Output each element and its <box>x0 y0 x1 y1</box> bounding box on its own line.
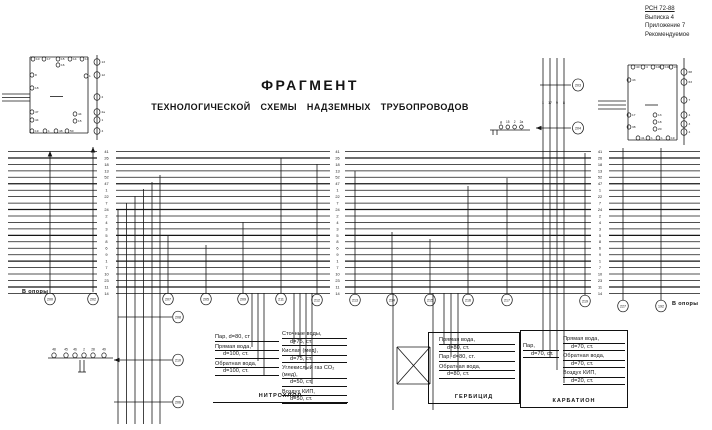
plant-box-gerbicid <box>428 332 520 404</box>
plant-name: КАРБАТИОН <box>552 398 596 404</box>
pipe-number: 7 <box>336 265 339 270</box>
pipe-number: 3 <box>336 226 339 232</box>
pipe-number: 11 <box>335 284 340 290</box>
block-port-label: 38 <box>632 125 636 130</box>
block-port-label: 20 <box>658 127 662 132</box>
gerbicid-entries <box>439 337 515 381</box>
pipe-entry-dim: d=80, ст. <box>439 345 515 353</box>
pipe-number: 52 <box>597 174 603 180</box>
block-port-circle <box>73 119 77 123</box>
pipe-number: 26 <box>335 155 340 161</box>
plant-box-karbation <box>520 330 628 408</box>
support-tag-number: 192 <box>658 304 664 309</box>
annotation-circle <box>520 125 524 129</box>
pipe-entry-dim: d=80, ст. <box>439 371 515 379</box>
arrowhead <box>114 358 120 363</box>
pipe-number: 47 <box>335 181 340 187</box>
block-port-label: 16 <box>61 63 65 68</box>
pipe-entry-name: Углекислый газ CO₂ (мед), <box>282 365 347 379</box>
block-port-label: 14 <box>73 57 77 62</box>
block-port-label: 13 <box>658 113 662 118</box>
block-port-circle <box>30 86 34 90</box>
pipe-entry-dim: d=100, ст. <box>215 351 279 359</box>
block-port-label: 7 <box>688 98 691 103</box>
pipe-number: 7 <box>105 200 108 206</box>
pipe-number: 8 <box>336 239 339 245</box>
support-tag-number: 214 <box>389 298 395 303</box>
pipe-entry-dim: d=70, ст. <box>523 351 559 359</box>
block-port-label: 1 <box>661 136 663 141</box>
pipe-entry-dim: d=100, ст. <box>215 368 279 376</box>
manifold-valve-circle <box>82 353 86 358</box>
block-port-label: 15 <box>61 57 65 62</box>
pipe-number: 23 <box>335 277 340 283</box>
annotation-circle <box>506 125 510 129</box>
pipe-number: 2 <box>336 213 339 219</box>
block-port-circle <box>666 136 670 140</box>
block-port-circle <box>636 136 640 140</box>
pipe-number: 7 <box>105 265 108 270</box>
pipe-number: 47 <box>104 181 109 187</box>
pipe-number: 22 <box>104 194 109 200</box>
pipe-entry <box>563 353 625 368</box>
support-tag-number: 217 <box>504 298 510 303</box>
block-port-label: 8 <box>35 73 37 78</box>
block-port-label: 40 <box>636 65 640 70</box>
supports-label-right: В опоры <box>672 301 699 307</box>
pipe-number: 4 <box>336 219 339 225</box>
pipe-number: 10 <box>597 271 603 277</box>
block-port-label: 13 <box>101 60 105 65</box>
pipe-tick-label: 17 <box>548 101 552 105</box>
pipe-entry <box>215 361 279 376</box>
pipe-entry <box>215 344 279 359</box>
pipe-entry-dim: d=75, ст. <box>282 356 347 364</box>
block-port-label: 18 <box>35 86 39 91</box>
manifold-valve-label: 2 <box>83 347 85 352</box>
block-port-circle <box>65 129 69 133</box>
block-port-label: 1 <box>651 136 653 141</box>
pipe-number: 3 <box>105 226 108 232</box>
support-tag-number: 209 <box>240 297 246 302</box>
pipe-entry-name: Прямая вода, <box>563 336 625 344</box>
pipe-entry-name: Пар, d=80, ст. <box>439 354 515 362</box>
block-port-label: 41 <box>641 136 645 141</box>
block-port-circle <box>653 127 657 131</box>
block-port-circle <box>30 110 34 114</box>
karbation-left-entries <box>523 343 559 360</box>
pipe-number: 41 <box>104 148 109 154</box>
manifold-valve-label: 49 <box>102 347 106 352</box>
block-port-label: 4 <box>688 130 691 135</box>
block-port-label: 44 <box>35 118 39 123</box>
supports-label-left: В опоры <box>22 289 49 295</box>
block-port-circle <box>42 57 46 61</box>
page-title: ФРАГМЕНТ <box>261 77 359 93</box>
pipe-number: 41 <box>597 148 603 154</box>
support-tag-number: 213 <box>352 298 358 303</box>
support-tag-number: 227 <box>620 304 626 309</box>
block-port-label: 2 <box>101 95 104 100</box>
block-port-label: 47 <box>35 110 39 115</box>
block-port-circle <box>54 129 58 133</box>
pipe-entry <box>523 343 559 358</box>
pipe-number: 6 <box>598 245 602 251</box>
arrowhead <box>91 147 96 153</box>
pipe-number: 18 <box>335 161 340 167</box>
karbation-right-entries <box>563 336 625 387</box>
pipe-number: 8 <box>598 239 602 245</box>
pipe-number: 1 <box>105 258 108 264</box>
pipe-entry-name: Кислая (мед), <box>282 348 347 356</box>
support-tag-number: 200 <box>47 297 53 302</box>
support-tag-number: 215 <box>427 298 433 303</box>
pipe-tick-label: 8 <box>563 101 565 105</box>
pipe-entry-name: Сточные воды, <box>282 331 347 339</box>
pipe-number: 2 <box>105 213 108 219</box>
pipe-number: 8 <box>105 239 108 245</box>
pipe-number: 6 <box>105 245 108 251</box>
pipe-entry-dim: d=20, ст. <box>563 378 625 386</box>
block-port-circle <box>80 57 84 61</box>
pipe-number: 5 <box>598 232 602 238</box>
manifold-valve-circle <box>102 353 106 358</box>
block-port-label: 15 <box>78 119 82 124</box>
doc-reference <box>645 5 689 39</box>
pipe-entry-dim: d=70, ст. <box>563 344 625 352</box>
block-port-circle <box>84 74 88 78</box>
block-port-label: 4 <box>101 129 104 134</box>
plant-box-nitrochlor <box>213 330 348 403</box>
annotation-circle <box>499 125 503 129</box>
manifold-valve-label: 28 <box>91 347 95 352</box>
pipe-number: 10 <box>104 271 109 277</box>
block-port-circle <box>56 57 60 61</box>
pipe-number: 7 <box>336 200 339 206</box>
block-port-label: 103 <box>665 65 671 70</box>
manifold-valve-circle <box>52 353 56 358</box>
pipe-entry <box>215 334 279 342</box>
block-port-circle <box>56 63 60 67</box>
pipe-entry <box>282 365 347 387</box>
pipe-number: 24 <box>104 206 109 212</box>
pipe-number: 1 <box>598 258 602 264</box>
pipe-number: 1 <box>105 187 108 193</box>
pipe-entry-dim: d=75, ст. <box>282 339 347 347</box>
pipe-number: 11 <box>597 284 603 290</box>
pipe-entry-name: Прямая вода, <box>215 344 279 352</box>
pipe-number: 13 <box>597 168 603 174</box>
block-port-label: 13 <box>85 57 89 62</box>
pipe-number: 5 <box>105 232 108 238</box>
side-tag-number: 210 <box>175 358 181 363</box>
block-port-circle <box>646 136 650 140</box>
doc-ref-line: Выписка 4 <box>645 14 675 21</box>
pipe-number: 18 <box>597 161 603 167</box>
manifold-valve-circle <box>91 353 95 358</box>
block-port-label: 17 <box>632 113 636 118</box>
plant-name: ГЕРБИЦИД <box>454 394 494 400</box>
pipe-number: 22 <box>597 194 603 200</box>
pipe-entry <box>563 336 625 351</box>
pipe-number: 47 <box>597 181 603 187</box>
doc-ref-line: РСН 72-88 <box>645 6 675 12</box>
pipe-number: 24 <box>335 206 340 212</box>
pipe-number: 41 <box>335 148 340 154</box>
block-port-circle <box>653 120 657 124</box>
pipe-number: 23 <box>597 277 603 283</box>
support-tag-number: 216 <box>465 298 471 303</box>
pipe-number: 14 <box>597 290 603 296</box>
pipe-number: 3 <box>598 226 602 232</box>
block-port-label: 43 <box>632 78 636 83</box>
side-tag-number: 208 <box>175 315 181 320</box>
manifold-valve-label: 46 <box>73 347 77 352</box>
pipe-entry <box>439 354 515 362</box>
block-port-label: 44 <box>78 112 82 117</box>
pipe-entry-name: Пар, <box>523 343 559 351</box>
annotation-label: 15 <box>506 120 510 124</box>
pipe-entry <box>439 364 515 379</box>
block-port-circle <box>641 65 645 69</box>
block-port-circle <box>68 57 72 61</box>
block-port-label: 10 <box>36 57 40 62</box>
pipe-number: 1 <box>336 258 339 264</box>
pipe-entry <box>282 348 347 363</box>
annotation-label: 2 <box>513 120 516 124</box>
manifold-valve-label: 48 <box>52 347 56 352</box>
pipe-tick-label: 9 <box>556 101 558 105</box>
block-port-circle <box>30 118 34 122</box>
pipe-number: 18 <box>104 161 109 167</box>
pipe-entry-name: Воздух КИП, <box>282 389 347 397</box>
pipe-number: 11 <box>104 284 109 290</box>
pipe-number: 6 <box>336 245 339 251</box>
pipe-number: 26 <box>597 155 603 161</box>
pipe-entry-name: Обратная вода, <box>215 361 279 369</box>
block-port-label: 2а <box>101 110 105 115</box>
manifold-valve-circle <box>64 353 68 358</box>
block-port-label: 19 <box>35 129 39 134</box>
pipe-number: 9 <box>598 252 602 258</box>
block-port-label: 63 <box>688 80 692 85</box>
pipe-number: 4 <box>598 219 602 225</box>
pipe-entry-dim: d=50, ст. <box>282 396 347 404</box>
pipe-number: 1 <box>598 187 602 193</box>
manifold-valve-label: 45 <box>64 347 68 352</box>
pipe-number: 4 <box>105 219 108 225</box>
annotation-label: д <box>500 120 502 124</box>
pipe-number: 23 <box>104 277 109 283</box>
pipe-tick-label: 1 <box>542 101 544 105</box>
pipe-number: 10 <box>335 271 340 277</box>
block-port-label: 4 <box>688 113 691 118</box>
pipe-number: 5 <box>336 232 339 238</box>
annotation-label: 2а <box>519 120 524 124</box>
pipe-number: 1 <box>336 187 339 193</box>
block-port-label: 68 <box>688 70 692 75</box>
pipe-number: 2 <box>598 213 602 219</box>
annotation-circle <box>513 125 517 129</box>
block-port-label: 19 <box>671 136 675 141</box>
riser-tag-number: 203 <box>575 83 581 88</box>
block-port-label: 18 <box>658 120 662 125</box>
pipe-number: 7 <box>598 265 602 270</box>
block-port-circle <box>30 73 34 77</box>
block-port-circle <box>651 65 655 69</box>
pipe-number: 14 <box>104 290 109 296</box>
pipe-entry-dim: d=70, ст. <box>563 361 625 369</box>
support-tag-number: 205 <box>203 297 209 302</box>
support-tag-number: 202 <box>90 297 96 302</box>
block-port-circle <box>30 129 34 133</box>
block-port-label: 24 <box>674 65 678 70</box>
pipe-number: 14 <box>335 290 340 296</box>
support-tag-number: 211 <box>278 297 284 302</box>
support-tag-number: 212 <box>314 298 320 303</box>
pipe-number: 52 <box>104 174 109 180</box>
doc-ref-line: Рекомендуемое <box>645 31 690 38</box>
page-subtitle: ТЕХНОЛОГИЧЕСКОЙ СХЕМЫ НАДЗЕМНЫХ ТРУБОПРОВОДОВ <box>151 102 469 112</box>
block-port-label: 1 <box>101 118 104 123</box>
support-tag-number: 207 <box>165 297 171 302</box>
pipe-number: 9 <box>105 252 108 258</box>
pipe-entry-name: Прямая вода, <box>439 337 515 345</box>
pipe-entry-name: Обратная вода, <box>439 364 515 372</box>
block-port-circle <box>656 136 660 140</box>
plant-name: НИТРОХЛОР <box>258 393 303 399</box>
pipe-entry <box>439 337 515 352</box>
pipe-number: 9 <box>336 252 339 258</box>
pipe-entry <box>282 331 347 346</box>
pipe-entry-name: Пар, d=80, ст <box>215 334 279 342</box>
block-port-label: 17 <box>47 57 51 62</box>
block-port-label: 12 <box>101 73 105 78</box>
doc-ref-line: Приложение 7 <box>645 23 686 29</box>
block-port-circle <box>73 112 77 116</box>
pipe-number: 7 <box>598 200 602 206</box>
block-port-circle <box>631 65 635 69</box>
block-port-label: 4 <box>646 65 648 70</box>
riser-tag-number: 204 <box>575 126 581 131</box>
nitrochlor-left-entries <box>215 334 279 378</box>
manifold-valve-circle <box>73 353 77 358</box>
block-port-label: 1 <box>48 129 50 134</box>
block-port-label: 3 <box>688 122 691 127</box>
arrowhead <box>536 126 542 131</box>
pipe-number: 52 <box>335 174 340 180</box>
block-port-circle <box>653 113 657 117</box>
pipe-number: 13 <box>104 168 109 174</box>
side-tag-number: 206 <box>175 400 181 405</box>
block-port-circle <box>43 129 47 133</box>
pipe-entry-dim: d=50, ст. <box>282 379 347 387</box>
block-port-label: 1 <box>89 74 91 79</box>
pipe-entry-name: Воздух КИП, <box>563 370 625 378</box>
block-port-circle <box>31 57 35 61</box>
pipe-number: 24 <box>597 206 603 212</box>
support-tag-number: 219 <box>582 299 588 304</box>
block-port-label: 50 <box>70 129 74 134</box>
pipe-number: 13 <box>335 168 340 174</box>
block-port-label: 48 <box>59 129 63 134</box>
pipe-number: 22 <box>335 194 340 200</box>
block-port-label: 100 <box>656 65 662 70</box>
pipe-number: 26 <box>104 155 109 161</box>
pipe-entry <box>563 370 625 385</box>
pipe-entry-name: Обратная вода, <box>563 353 625 361</box>
